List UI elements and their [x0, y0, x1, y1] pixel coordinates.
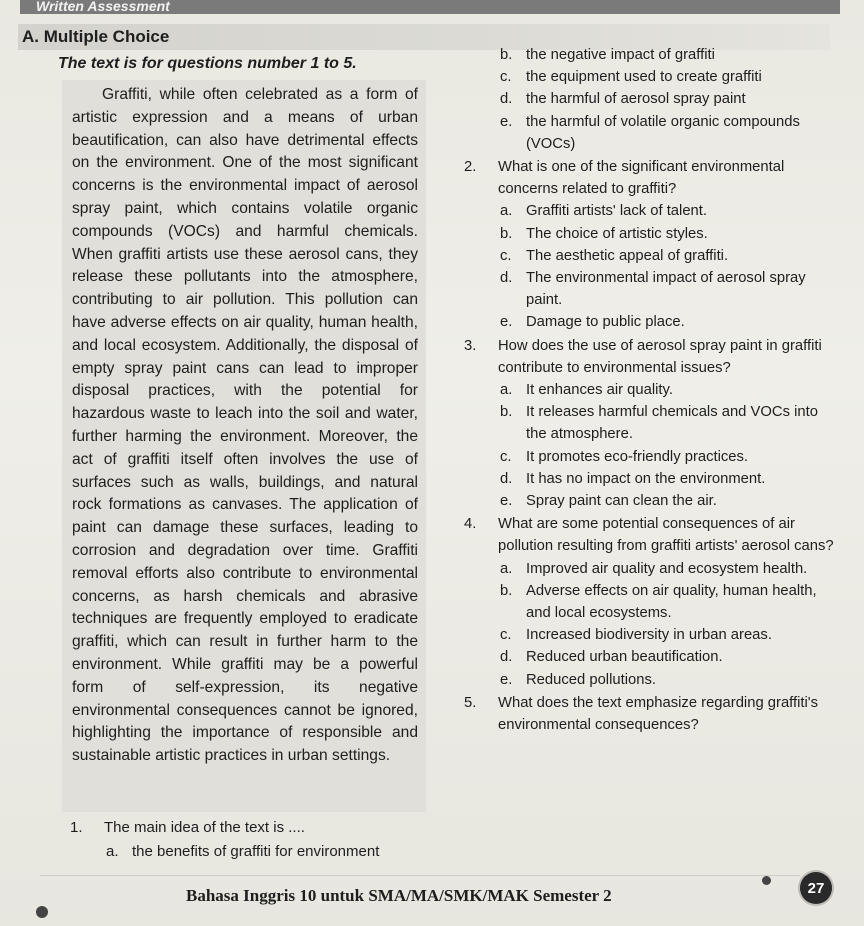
question-text: What is one of the significant environmental concerns related to graffiti? [498, 159, 785, 198]
question-4 [464, 513, 834, 691]
question-number: 3. [464, 337, 477, 354]
option-letter: a. [500, 203, 513, 220]
option-text: the harmful of volatile organic compounds (VOCs) [526, 113, 800, 152]
option-text: Spray paint can clean the air. [526, 493, 717, 510]
assessment-banner [20, 0, 840, 14]
option-3d [500, 468, 834, 490]
option-2d [500, 267, 834, 311]
passage-intro: The text is for questions number 1 to 5. [58, 55, 357, 72]
option-3a [500, 379, 834, 401]
footer-decoration [762, 876, 771, 885]
question-text: What does the text emphasize regarding graffiti's environmental consequences? [498, 694, 819, 734]
option-text: It has no impact on the environment. [526, 470, 766, 487]
footer-divider [40, 875, 800, 876]
option-text: The aesthetic appeal of graffiti. [526, 247, 729, 264]
option-letter: c. [500, 69, 512, 86]
option-4b [500, 580, 834, 624]
question-text: What are some potential consequences of air pollution resulting from graffiti artists' aerosol cans? [498, 516, 834, 555]
question-1 [70, 815, 450, 864]
question-1-continued [500, 44, 834, 155]
option-4a [500, 558, 834, 580]
option-1b [500, 44, 834, 66]
option-1c [500, 66, 834, 88]
option-1a [106, 840, 450, 864]
option-text: Increased biodiversity in urban areas. [526, 627, 772, 644]
option-3b [500, 401, 834, 445]
option-letter: d. [500, 91, 513, 108]
option-text: Damage to public place. [526, 314, 685, 331]
option-letter: d. [500, 470, 513, 487]
question-number: 5. [464, 694, 477, 711]
reading-passage [72, 84, 418, 768]
option-text: The environmental impact of aerosol spray paint. [526, 270, 806, 309]
option-letter: b. [500, 582, 513, 599]
option-4d [500, 646, 834, 668]
option-text: the benefits of graffiti for environment [132, 843, 380, 860]
option-letter: c. [500, 448, 512, 465]
option-letter: b. [500, 47, 513, 63]
option-2a [500, 200, 834, 222]
option-2b [500, 223, 834, 245]
option-letter: e. [500, 671, 513, 688]
right-column [464, 44, 834, 736]
option-letter: e. [500, 314, 513, 331]
question-3 [464, 335, 834, 513]
option-text: Reduced pollutions. [526, 671, 656, 688]
option-3c [500, 446, 834, 468]
option-text: The choice of artistic styles. [526, 225, 708, 242]
option-text: Graffiti artists' lack of talent. [526, 203, 708, 220]
option-letter: e. [500, 113, 513, 130]
banner-text: Written Assessment [36, 0, 170, 14]
option-text: It releases harmful chemicals and VOCs into the atmosphere. [526, 404, 818, 443]
option-letter: b. [500, 225, 513, 242]
option-4e [500, 669, 834, 691]
option-letter: e. [500, 493, 513, 510]
option-text: Improved air quality and ecosystem health. [526, 560, 808, 577]
question-number: 2. [464, 159, 477, 176]
option-text: the equipment used to create graffiti [526, 69, 762, 86]
passage-text: Graffiti, while often celebrated as a form of artistic expression and a means of urban beautification, can also have detrimental effects on the environment. One of the most significant concerns is the environmental impact of aerosol spray paint, which contains volatile organic compounds (VOCs) and harmful chemicals. When graffiti artists use these aerosol cans, they release these pollutants into the atmosphere, contributing to air pollution. This pollution can have adverse effects on air quality, human health, and local ecosystem. Additionally, the disposal of empty spray paint cans can lead to improper disposal practices, with the potential for hazardous waste to leach into the soil and water, further harming the environment. Moreover, the act of graffiti itself often involves the use of surfaces such as walls, buildings, and natural rock formations as canvases. The application of paint can damage these surfaces, leading to corrosion and degradation over time. Graffiti removal efforts also contribute to environmental concerns, as harsh chemicals and abrasive techniques are frequently employed to eradicate graffiti, which can result in further harm to the environment. While graffiti may be a powerful form of self-expression, its negative environmental consequences cannot be ignored, highlighting the importance of responsible and sustainable artistic practices in urban settings. [72, 86, 418, 765]
option-text: It enhances air quality. [526, 382, 673, 399]
question-5 [464, 692, 834, 736]
option-letter: d. [500, 649, 513, 666]
option-letter: b. [500, 404, 513, 421]
question-2 [464, 156, 834, 334]
option-letter: a. [500, 382, 513, 399]
option-3e [500, 490, 834, 512]
book-title: Bahasa Inggris 10 untuk SMA/MA/SMK/MAK Semester 2 [186, 886, 612, 905]
option-2c [500, 245, 834, 267]
option-2e [500, 311, 834, 333]
question-text: How does the use of aerosol spray paint in graffiti contribute to environmental issues? [498, 337, 822, 376]
option-text: Adverse effects on air quality, human health, and local ecosystems. [526, 582, 817, 622]
option-letter: c. [500, 247, 512, 264]
question-number: 4. [464, 516, 477, 533]
option-text: It promotes eco-friendly practices. [526, 448, 749, 465]
option-letter: a. [106, 843, 119, 860]
option-text: the negative impact of graffiti [526, 47, 715, 63]
question-text: The main idea of the text is .... [104, 819, 305, 836]
option-letter: a. [500, 560, 513, 577]
page-number: 27 [800, 872, 832, 904]
option-letter: c. [500, 627, 512, 644]
option-text: Reduced urban beautification. [526, 649, 723, 666]
option-4c [500, 624, 834, 646]
option-1d [500, 88, 834, 110]
option-1e [500, 111, 834, 155]
option-letter: d. [500, 270, 513, 287]
section-title: A. Multiple Choice [22, 27, 170, 46]
option-text: the harmful of aerosol spray paint [526, 91, 746, 108]
question-number: 1. [70, 819, 83, 836]
footer-decoration [36, 906, 48, 918]
